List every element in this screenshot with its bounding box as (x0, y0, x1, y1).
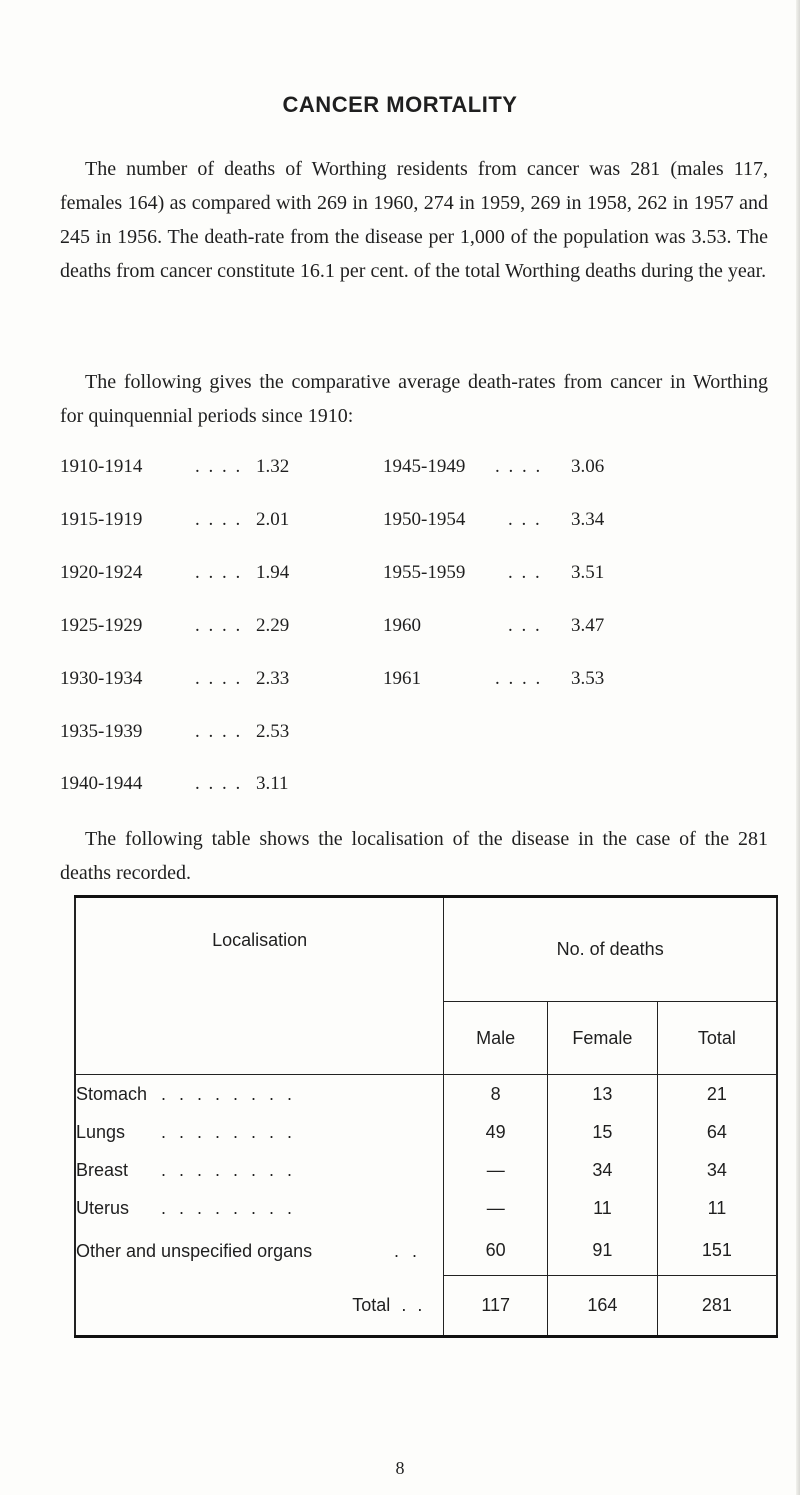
localisation-header: Localisation (75, 897, 444, 1075)
leader-dots: . . . . (195, 456, 243, 477)
total-count: 21 (657, 1075, 777, 1114)
table-intro-paragraph: The following table shows the localisation of the disease in the case of the 281 deaths recorded. (60, 828, 768, 884)
period-label: 1910-1914 (60, 456, 143, 477)
localisation-cell (75, 1151, 444, 1189)
period-label: 1950-1954 (383, 509, 466, 530)
leader-dots: . . (401, 1294, 426, 1315)
period-label: 1935-1939 (60, 721, 143, 742)
period-label: 1930-1934 (60, 668, 143, 689)
female-count: 91 (548, 1227, 658, 1275)
leader-dots: . . . . (195, 562, 243, 583)
leader-dots: . . . (508, 615, 542, 636)
leader-dots: . . . . (495, 668, 543, 689)
male-total: 117 (444, 1275, 548, 1337)
localisation-label: Uterus (76, 1197, 130, 1218)
page-edge (796, 0, 800, 1495)
rate-value: 2.01 (256, 509, 290, 530)
female-header: Female (548, 1002, 658, 1075)
comparative-paragraph: The following gives the comparative average death-rates from cancer in Worthing for quinquennial periods since 1910: (60, 371, 768, 427)
localisation-cell (75, 1189, 444, 1227)
total-header: Total (657, 1002, 777, 1075)
male-header: Male (444, 1002, 548, 1075)
table-row (75, 1227, 777, 1275)
total-count: 11 (657, 1189, 777, 1227)
grand-total: 281 (657, 1275, 777, 1337)
male-count: 60 (444, 1227, 548, 1275)
period-label: 1940-1944 (60, 773, 143, 794)
rate-value: 3.47 (571, 615, 605, 636)
localisation-label: Other and unspecified organs (76, 1240, 313, 1261)
localisation-cell (75, 1075, 444, 1114)
leader-dots: . . . (508, 562, 542, 583)
female-count: 13 (548, 1075, 658, 1114)
total-count: 64 (657, 1113, 777, 1151)
rate-value: 3.06 (571, 456, 605, 477)
female-count: 34 (548, 1151, 658, 1189)
leader-dots: . . . . (495, 456, 543, 477)
page-number: 8 (395, 1458, 405, 1478)
table-row (75, 1189, 777, 1227)
rate-value: 3.51 (571, 562, 605, 583)
localisation-table (74, 895, 778, 1338)
localisation-label: Stomach (76, 1083, 148, 1104)
total-row (75, 1275, 777, 1337)
table-row (75, 1151, 777, 1189)
total-count: 151 (657, 1227, 777, 1275)
rate-value: 1.94 (256, 562, 290, 583)
page-title: CANCER MORTALITY (282, 92, 518, 117)
male-count: 49 (444, 1113, 548, 1151)
rate-value: 2.33 (256, 668, 290, 689)
period-label: 1955-1959 (383, 562, 466, 583)
leader-dots: . . (394, 1240, 422, 1261)
total-label: Total (352, 1294, 391, 1315)
total-label-cell (75, 1275, 444, 1337)
leader-dots: . . . . . . . . (161, 1197, 297, 1218)
leader-dots: . . . . . . . . (161, 1121, 297, 1142)
period-label: 1961 (383, 668, 421, 689)
deaths-header: No. of deaths (444, 897, 777, 1002)
female-total: 164 (548, 1275, 658, 1337)
male-count: — (444, 1189, 548, 1227)
period-label: 1915-1919 (60, 509, 143, 530)
intro-paragraph: The number of deaths of Worthing residents from cancer was 281 (males 117, females 164) as compared with 269 in 1960, 274 in 1959, 269 in 1958, 262 in 1957 and 245 in 1956. The death-rate from the disease per 1,000 of the population was 3.53. The deaths from cancer constitute 16.1 per cent. of the total Worthing deaths during the year. (60, 158, 768, 282)
period-label: 1925-1929 (60, 615, 143, 636)
leader-dots: . . . . (195, 668, 243, 689)
rate-value: 2.53 (256, 721, 290, 742)
period-label: 1945-1949 (383, 456, 466, 477)
leader-dots: . . . . (195, 721, 243, 742)
total-count: 34 (657, 1151, 777, 1189)
rate-value: 2.29 (256, 615, 290, 636)
localisation-cell (75, 1227, 444, 1275)
male-count: 8 (444, 1075, 548, 1114)
table-row (75, 1075, 777, 1114)
rate-value: 3.53 (571, 668, 605, 689)
leader-dots: . . . . (195, 509, 243, 530)
period-label: 1960 (383, 615, 421, 636)
leader-dots: . . . . . . . . (161, 1083, 297, 1104)
localisation-cell (75, 1113, 444, 1151)
leader-dots: . . . . . . . . (161, 1159, 297, 1180)
leader-dots: . . . . (195, 615, 243, 636)
leader-dots: . . . . (195, 773, 243, 794)
period-label: 1920-1924 (60, 562, 143, 583)
table-row (75, 1113, 777, 1151)
female-count: 15 (548, 1113, 658, 1151)
localisation-label: Breast (76, 1159, 129, 1180)
rate-value: 3.34 (571, 509, 605, 530)
rate-value: 3.11 (256, 773, 289, 794)
leader-dots: . . . (508, 509, 542, 530)
female-count: 11 (548, 1189, 658, 1227)
male-count: — (444, 1151, 548, 1189)
rate-value: 1.32 (256, 456, 290, 477)
localisation-label: Lungs (76, 1121, 126, 1142)
